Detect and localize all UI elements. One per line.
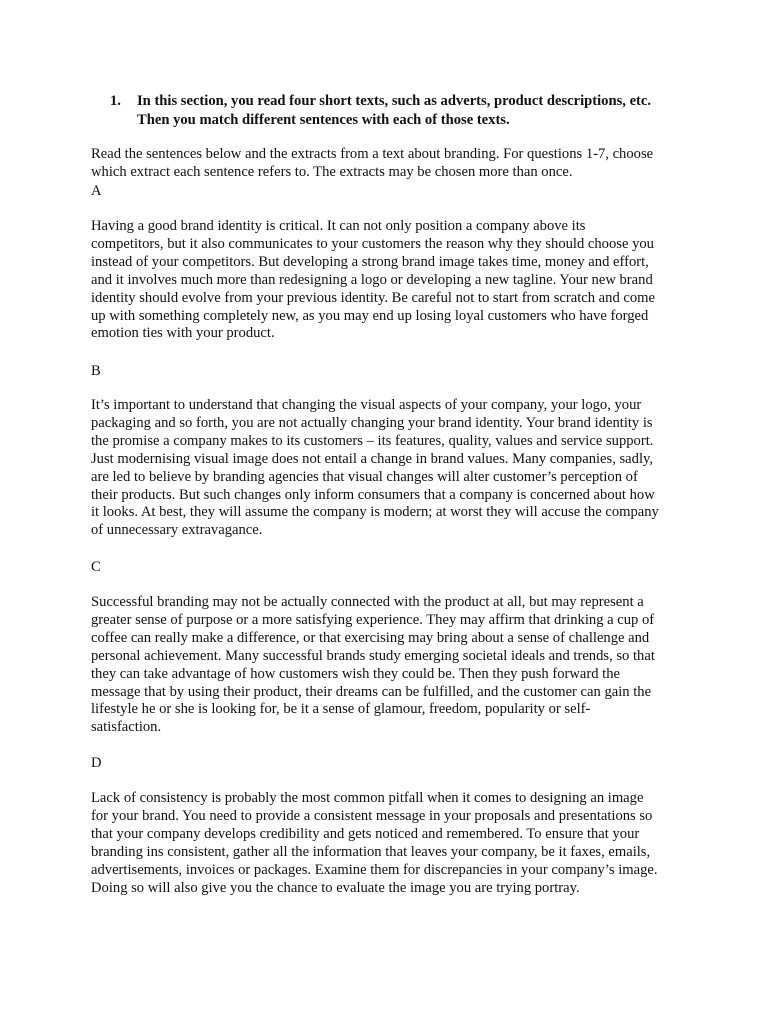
extract-b-label: B xyxy=(91,363,101,379)
extract-d-text: Lack of consistency is probably the most common pitfall when it comes to designing an image for your brand. You need to provide a consistent message in your proposals and presentations so that your company develops credibility and gets noticed and remembered. To ensure that your branding ins consistent, gather all the information that leaves your company, be it faxes, emails, advertisements, invoices or packages. Examine them for discrepancies in your company’s image. Doing so will also give you the chance to evaluate the image you are trying portray. xyxy=(91,790,658,896)
extract-d-label: D xyxy=(91,755,102,771)
extract-b-text: It’s important to understand that changing the visual aspects of your company, your logo, your packaging and so forth, you are not actually changing your brand identity. Your brand identity is the promise a company makes to its customers – its features, quality, values and service support. Just modernising visual image does not entail a change in brand values. Many companies, sadly, are led to believe by branding agencies that visual changes will alter customer’s perception of their products. But such changes only inform consumers that a company is concerned about how it looks. At best, they will assume the company is modern; at worst they will accuse the company of unnecessary extravagance. xyxy=(91,397,659,539)
extract-c-label: C xyxy=(91,559,101,575)
extract-a-text: Having a good brand identity is critical. It can not only position a company above its competitors, but it also communicates to your customers the reason why they should choose you instead of your competitors. But developing a strong brand image takes time, money and effort, and it involves much more than redesigning a logo or developing a new tagline. Your new brand identity should evolve from your previous identity. Be careful not to start from scratch and come up with something completely new, as you may end up losing loyal customers who have forged emotion ties with your product. xyxy=(91,218,656,342)
instructions-paragraph: Read the sentences below and the extracts from a text about branding. For questions 1-7, choose which extract each sentence refers to. The extracts may be chosen more than once. xyxy=(91,146,654,180)
extract-a-label: A xyxy=(91,183,102,199)
extract-c-text: Successful branding may not be actually connected with the product at all, but may represent a greater sense of purpose or a more satisfying experience. They may affirm that drinking a cup of coffee can really make a difference, or that exercising may bring about a sense of challenge and personal achievement. Many successful brands study emerging societal ideals and trends, so that they can take advantage of how customers wish they could be. Then they push forward the message that by using their product, their dreams can be fulfilled, and the customer can gain the lifestyle he or she is looking for, be it a sense of glamour, freedom, popularity or self- satisfaction. xyxy=(91,594,655,736)
question-heading xyxy=(110,92,710,130)
question-number: 1. xyxy=(110,93,121,109)
question-text: In this section, you read four short texts, such as adverts, product descriptions, etc. Then you match different sentences with each of those texts. xyxy=(137,93,652,128)
